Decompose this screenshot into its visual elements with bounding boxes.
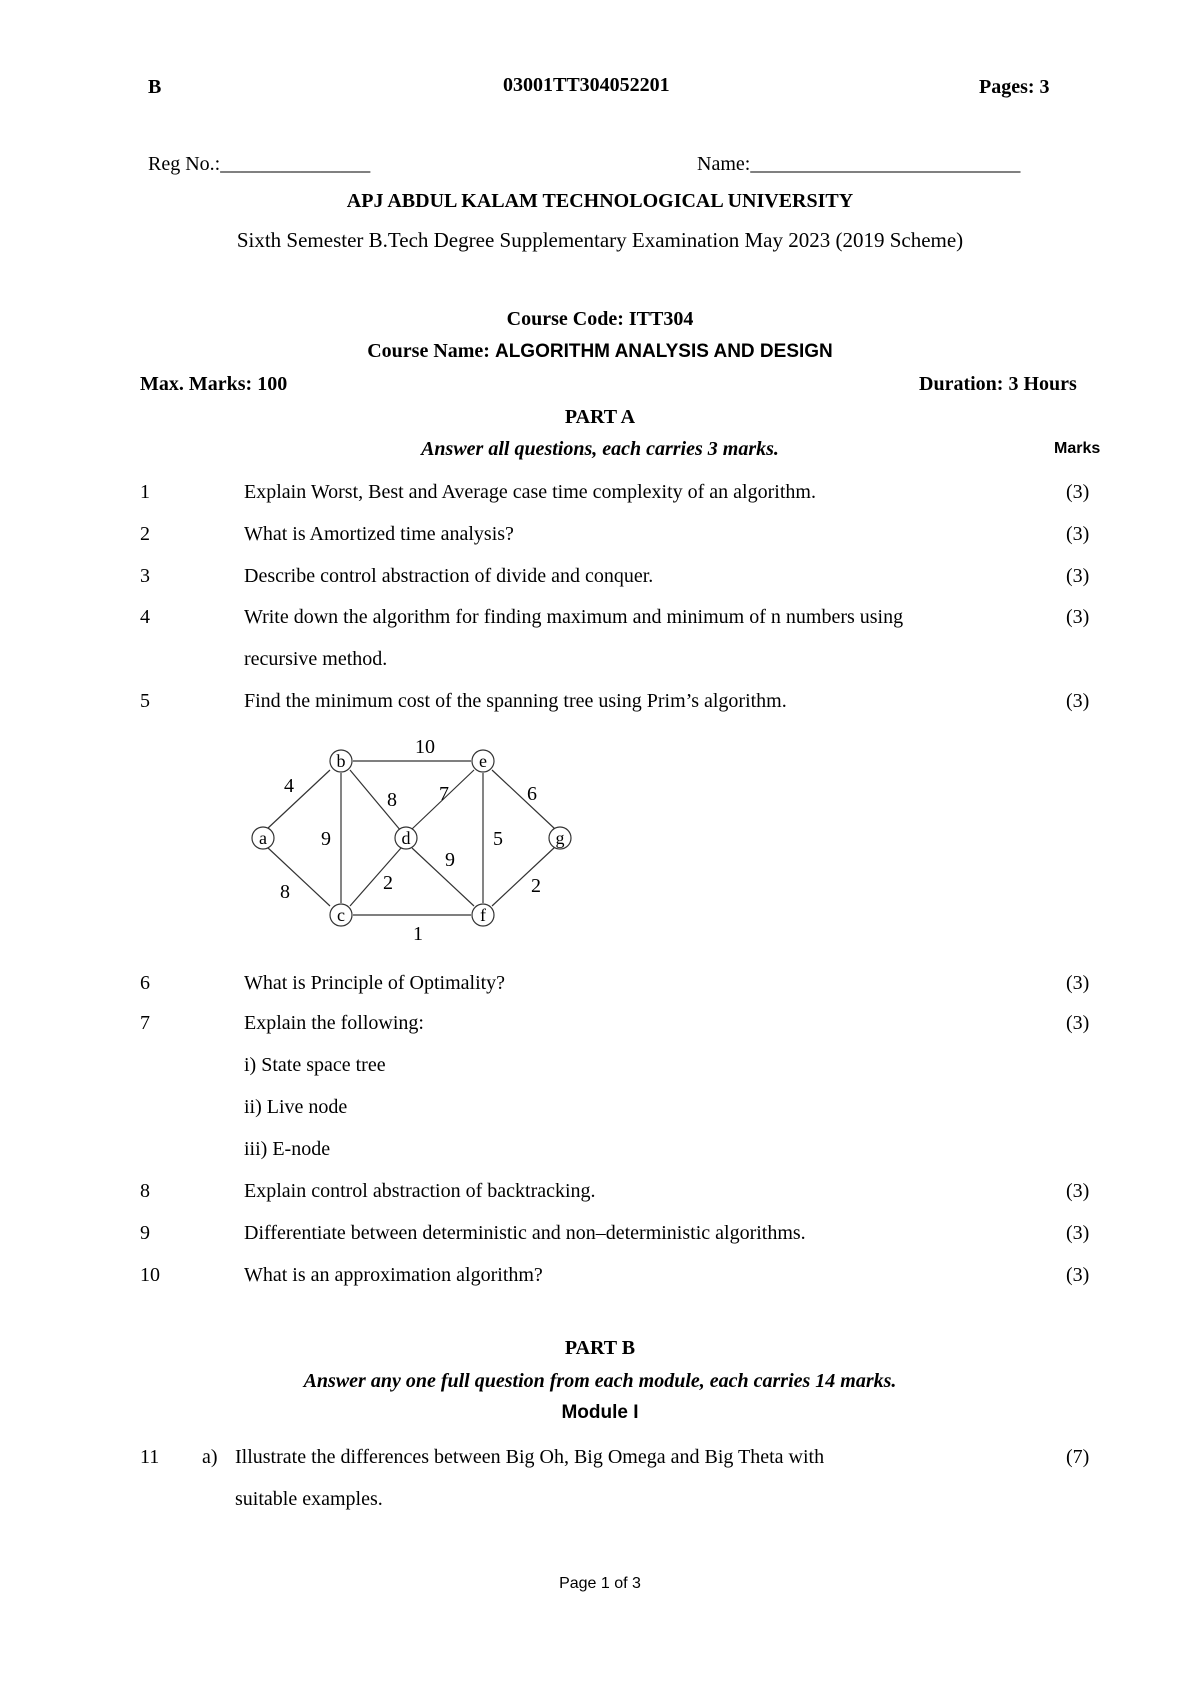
question-number: 9 bbox=[140, 1222, 150, 1244]
part-b-title: PART B bbox=[564, 1337, 636, 1359]
weight-e-g: 6 bbox=[527, 783, 537, 805]
question-number: 5 bbox=[140, 690, 150, 712]
question-text: What is an approximation algorithm? bbox=[244, 1264, 543, 1286]
sub-question-label: a) bbox=[202, 1446, 218, 1468]
paper-code: 03001TT304052201 bbox=[503, 74, 670, 96]
paper-set: B bbox=[148, 76, 162, 98]
question-number: 2 bbox=[140, 523, 150, 545]
question-number: 8 bbox=[140, 1180, 150, 1202]
edge-f-g bbox=[492, 847, 555, 906]
reg-no-label: Reg No.: bbox=[148, 153, 221, 175]
course-name-label: Course Name: bbox=[367, 340, 495, 362]
weight-f-g: 2 bbox=[531, 875, 541, 897]
edge-c-d bbox=[350, 848, 401, 906]
node-label-e: e bbox=[479, 751, 487, 771]
part-a-instruction: Answer all questions, each carries 3 marks. bbox=[421, 438, 779, 460]
question-text: Write down the algorithm for finding maximum and minimum of n numbers using bbox=[244, 606, 904, 628]
weight-c-f: 1 bbox=[413, 923, 423, 940]
node-label-a: a bbox=[259, 828, 267, 848]
question-marks: (3) bbox=[1066, 1264, 1090, 1286]
sub-item: iii) E-node bbox=[244, 1138, 331, 1160]
question-text: What is Amortized time analysis? bbox=[244, 523, 514, 545]
question-text: Differentiate between deterministic and non–deterministic algorithms. bbox=[244, 1222, 806, 1244]
sub-item: i) State space tree bbox=[244, 1054, 386, 1076]
edge-a-c bbox=[267, 847, 330, 906]
name-field bbox=[697, 153, 1020, 176]
edge-e-g bbox=[492, 770, 555, 829]
question-marks: (3) bbox=[1066, 523, 1090, 545]
university-title: APJ ABDUL KALAM TECHNOLOGICAL UNIVERSITY bbox=[346, 190, 854, 212]
question-text-continued: recursive method. bbox=[244, 648, 388, 670]
exam-title: Sixth Semester B.Tech Degree Supplementary Examination May 2023 (2019 Scheme) bbox=[236, 228, 964, 252]
question-text: Explain Worst, Best and Average case time complexity of an algorithm. bbox=[244, 481, 816, 503]
weight-e-f: 5 bbox=[493, 828, 503, 850]
weight-b-c: 9 bbox=[321, 828, 331, 850]
question-number: 3 bbox=[140, 565, 150, 587]
weight-b-e: 10 bbox=[415, 736, 435, 758]
question-text: Describe control abstraction of divide and conquer. bbox=[244, 565, 654, 587]
reg-no-field bbox=[148, 153, 370, 176]
name-line: ___________________________ bbox=[750, 153, 1021, 175]
course-name-value: ALGORITHM ANALYSIS AND DESIGN bbox=[494, 341, 833, 362]
sub-item: ii) Live node bbox=[244, 1096, 348, 1118]
question-text: Illustrate the differences between Big Oh, Big Omega and Big Theta with bbox=[235, 1446, 825, 1468]
course-name bbox=[0, 340, 1200, 363]
part-a-title: PART A bbox=[564, 406, 636, 428]
question-marks: (3) bbox=[1066, 565, 1090, 587]
question-text: Explain the following: bbox=[244, 1012, 424, 1034]
course-code: Course Code: ITT304 bbox=[506, 308, 694, 330]
reg-no-line: _______________ bbox=[220, 153, 371, 175]
part-b-instruction: Answer any one full question from each module, each carries 14 marks. bbox=[303, 1370, 897, 1392]
node-label-g: g bbox=[555, 828, 565, 848]
marks-header: Marks bbox=[1054, 440, 1101, 457]
question-number: 11 bbox=[140, 1446, 160, 1468]
duration: Duration: 3 Hours bbox=[919, 373, 1077, 395]
question-text: Explain control abstraction of backtracking. bbox=[244, 1180, 596, 1202]
node-label-d: d bbox=[401, 828, 411, 848]
weight-b-d: 8 bbox=[387, 789, 397, 811]
question-marks: (3) bbox=[1066, 972, 1090, 994]
question-number: 6 bbox=[140, 972, 150, 994]
weight-d-e: 7 bbox=[439, 783, 449, 805]
question-text: What is Principle of Optimality? bbox=[244, 972, 506, 994]
page-footer: Page 1 of 3 bbox=[559, 1575, 641, 1592]
weight-d-f: 9 bbox=[445, 849, 455, 871]
question-text: Find the minimum cost of the spanning tree using Prim’s algorithm. bbox=[244, 690, 787, 712]
question-marks: (3) bbox=[1066, 690, 1090, 712]
edge-a-b bbox=[267, 770, 330, 829]
graph-figure bbox=[240, 728, 580, 940]
edge-d-f bbox=[412, 848, 474, 906]
name-label: Name: bbox=[697, 153, 751, 175]
weight-c-d: 2 bbox=[383, 872, 393, 894]
question-marks: (3) bbox=[1066, 1180, 1090, 1202]
question-text-continued: suitable examples. bbox=[235, 1488, 383, 1510]
node-label-b: b bbox=[336, 751, 346, 771]
weight-a-c: 8 bbox=[280, 881, 290, 903]
question-number: 7 bbox=[140, 1012, 150, 1034]
module-title: Module I bbox=[561, 1402, 639, 1423]
weight-a-b: 4 bbox=[284, 775, 294, 797]
node-label-c: c bbox=[337, 905, 345, 925]
question-number: 4 bbox=[140, 606, 150, 628]
max-marks: Max. Marks: 100 bbox=[140, 373, 288, 395]
page-count: Pages: 3 bbox=[979, 76, 1050, 98]
node-label-f: f bbox=[480, 905, 486, 925]
question-number: 10 bbox=[140, 1264, 160, 1286]
question-marks: (7) bbox=[1066, 1446, 1090, 1468]
question-marks: (3) bbox=[1066, 1012, 1090, 1034]
question-marks: (3) bbox=[1066, 606, 1090, 628]
question-marks: (3) bbox=[1066, 1222, 1090, 1244]
question-number: 1 bbox=[140, 481, 150, 503]
question-marks: (3) bbox=[1066, 481, 1090, 503]
